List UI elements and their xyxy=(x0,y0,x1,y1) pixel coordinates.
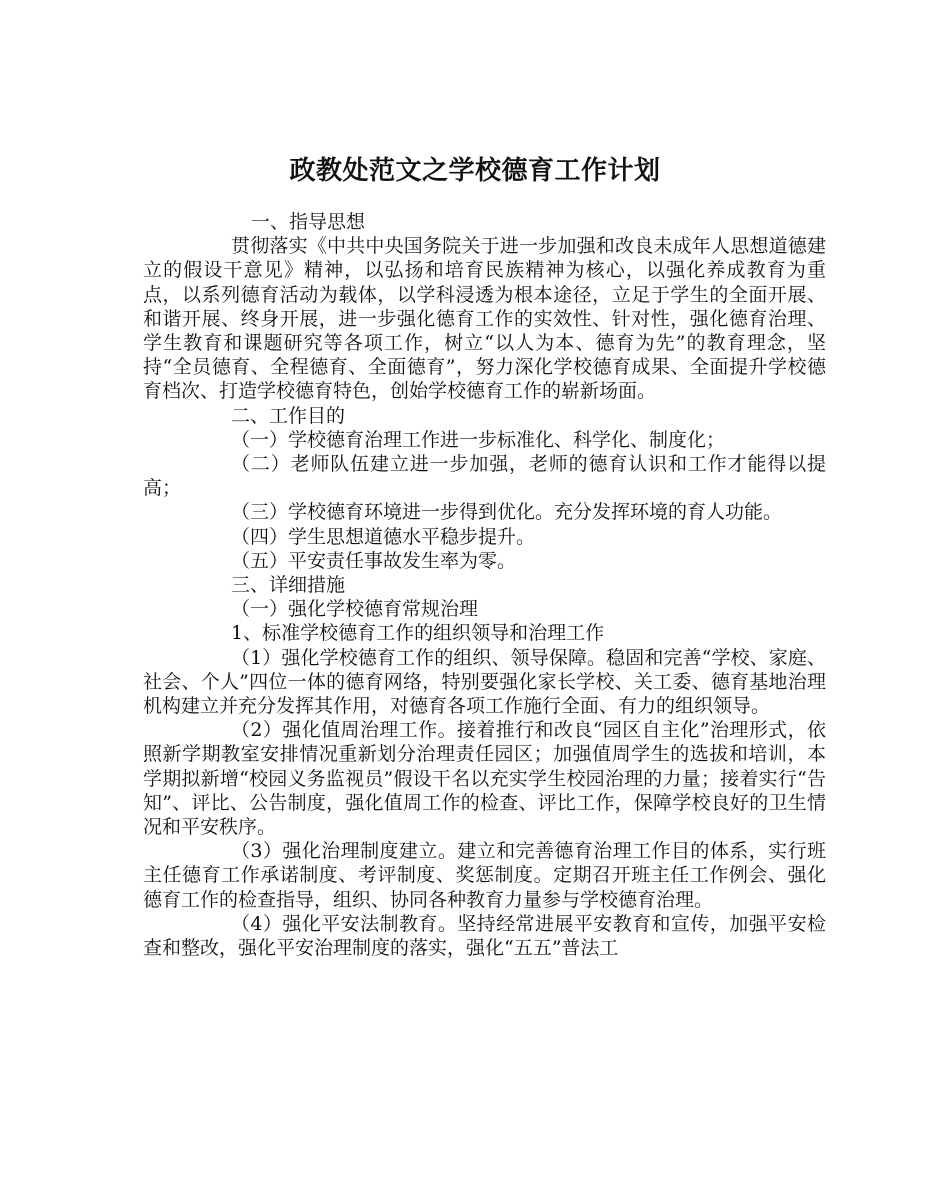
paragraph: （2）强化值周治理工作。接着推行和改良“园区自主化”治理形式，依照新学期教室安排情况重新划分治理责任园区；加强值周学生的选拔和培训，本学期拟新增“校园义务监视员”假设干名以充实学生校园治理的力量；接着实行“告知”、评比、公告制度，强化值周工作的检查、评比工作，保障学校良好的卫生情况和平安秩序。 xyxy=(143,719,826,839)
document-title: 政教处范文之学校德育工作计划 xyxy=(289,156,661,187)
paragraph: 一、指导思想 xyxy=(251,211,366,233)
paragraph: （四）学生思想道德水平稳步提升。 xyxy=(231,525,536,548)
paragraph: 1、标准学校德育工作的组织领导和治理工作 xyxy=(231,622,605,645)
paragraph: （4）强化平安法制教育。坚持经常进展平安教育和宣传，加强平安检查和整改，强化平安治理制度的落实，强化“五五”普法工 xyxy=(143,912,826,960)
paragraph: （一）强化学校德育常规治理 xyxy=(231,598,479,621)
paragraph: （五）平安责任事故发生率为零。 xyxy=(231,549,517,572)
paragraph: （二）老师队伍建立进一步加强，老师的德育认识和工作才能得以提高； xyxy=(143,453,826,500)
paragraph: 二、工作目的 xyxy=(231,404,346,427)
paragraph: （一）学校德育治理工作进一步标准化、科学化、制度化； xyxy=(231,428,726,451)
paragraph: （3）强化治理制度建立。建立和完善德育治理工作目的体系，实行班主任德育工作承诺制度、考评制度、奖惩制度。定期召开班主任工作例会、强化德育工作的检查指导，组织、协同各种教育力量参与学校德育治理。 xyxy=(143,840,826,911)
paragraph: （1）强化学校德育工作的组织、领导保障。稳固和完善“学校、家庭、社会、个人”四位一体的德育网络，特别要强化家长学校、关工委、德育基地治理机构建立并充分发挥其作用，对德育各项工作施行全面、有力的组织领导。 xyxy=(143,646,826,718)
document-body xyxy=(143,210,826,960)
paragraph: 三、详细措施 xyxy=(231,574,346,597)
paragraph: （三）学校德育环境进一步得到优化。充分发挥环境的育人功能。 xyxy=(231,501,783,524)
paragraph: 贯彻落实《中共中央国务院关于进一步加强和改良未成年人思想道德建立的假设干意见》精神，以弘扬和培育民族精神为核心，以强化养成教育为重点，以系列德育活动为载体，以学科浸透为根本途径，立足于学生的全面开展、和谐开展、终身开展，进一步强化德育工作的实效性、针对性，强化德育治理、学生教育和课题研究等各项工作，树立“以人为本、德育为先”的教育理念，坚持“全员德育、全程德育、全面德育”，努力深化学校德育成果、全面提升学校德育档次、打造学校德育特色，创始学校德育工作的崭新场面。 xyxy=(143,235,826,403)
